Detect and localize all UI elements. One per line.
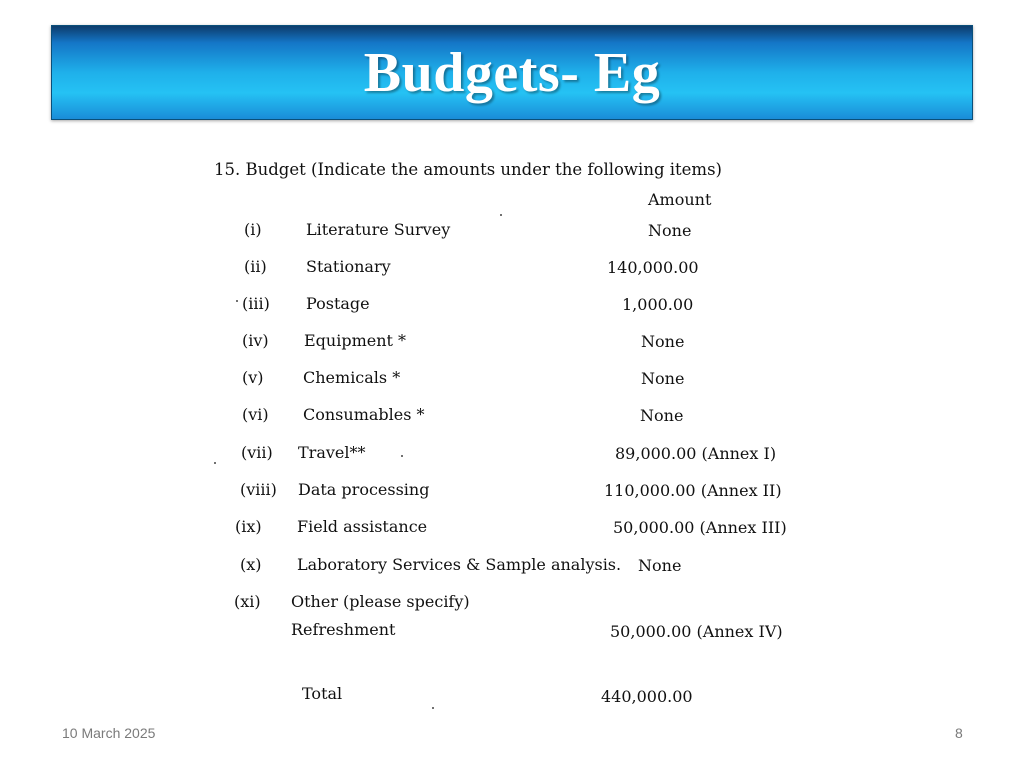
item-number: (iv) — [242, 331, 269, 350]
total-label: Total — [302, 684, 343, 703]
item-label: Equipment * — [304, 331, 407, 350]
item-number: (x) — [240, 555, 262, 574]
sub-item-label: Refreshment — [291, 620, 396, 639]
item-amount: 1,000.00 — [622, 295, 694, 314]
item-amount: 50,000.00 (Annex III) — [613, 518, 787, 537]
item-number: (iii) — [242, 294, 270, 313]
item-label: Consumables * — [303, 405, 425, 424]
item-number: (viii) — [240, 480, 277, 499]
scan-speck — [500, 214, 502, 216]
total-amount: 440,000.00 — [601, 687, 693, 706]
item-number: (v) — [242, 368, 264, 387]
scan-speck — [432, 707, 434, 709]
item-number: (vi) — [242, 405, 269, 424]
item-amount: None — [641, 369, 685, 388]
item-label: Other (please specify) — [291, 592, 470, 611]
item-label: Field assistance — [297, 517, 428, 536]
item-label: Data processing — [298, 480, 430, 499]
item-number: (ix) — [235, 517, 262, 536]
item-amount: None — [638, 556, 682, 575]
scan-speck — [214, 462, 216, 464]
item-label: Literature Survey — [306, 220, 451, 239]
item-number: (i) — [244, 220, 262, 239]
amount-column-header: Amount — [648, 190, 712, 209]
footer-date: 10 March 2025 — [62, 725, 156, 741]
item-amount: None — [640, 406, 684, 425]
slide-title: Budgets- Eg — [363, 41, 661, 104]
item-label: Postage — [306, 294, 370, 313]
item-amount: 110,000.00 (Annex II) — [604, 481, 782, 500]
item-label: Stationary — [306, 257, 391, 276]
item-number: (vii) — [241, 443, 273, 462]
budget-heading: 15. Budget (Indicate the amounts under the following items) — [214, 160, 722, 179]
page-number: 8 — [955, 725, 963, 741]
item-label: Laboratory Services & Sample analysis. — [297, 555, 622, 574]
item-label: Travel** — [298, 443, 366, 462]
sub-item-amount: 50,000.00 (Annex IV) — [610, 622, 783, 641]
item-number: (xi) — [234, 592, 261, 611]
item-amount: None — [641, 332, 685, 351]
item-amount: 140,000.00 — [607, 258, 699, 277]
scan-speck — [401, 455, 403, 457]
item-label: Chemicals * — [303, 368, 401, 387]
scan-speck — [236, 300, 238, 302]
item-number: (ii) — [244, 257, 267, 276]
item-amount: 89,000.00 (Annex I) — [615, 444, 777, 463]
item-amount: None — [648, 221, 692, 240]
